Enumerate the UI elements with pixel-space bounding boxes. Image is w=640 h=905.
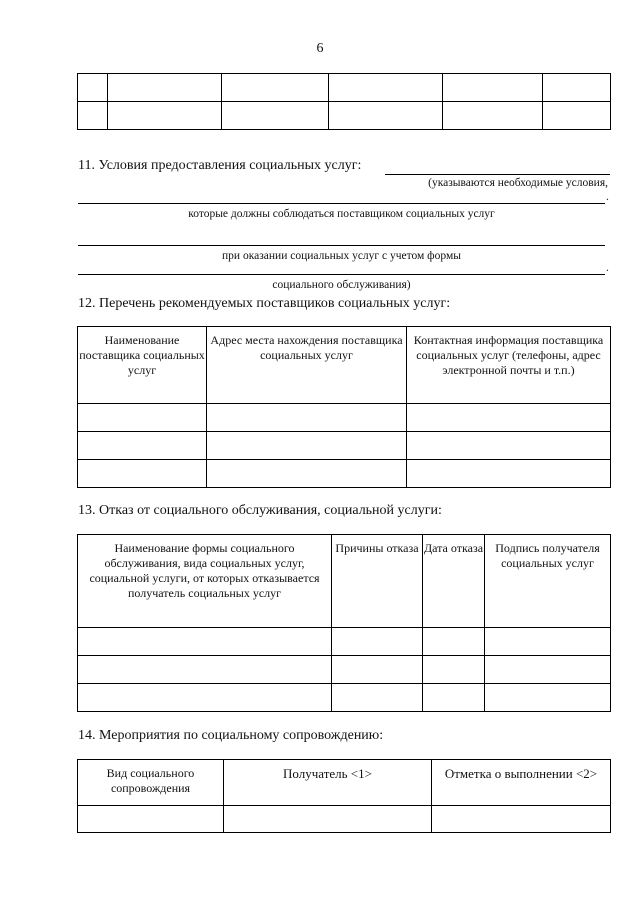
column-header: Вид социального сопровождения [78, 760, 224, 806]
table-cell [78, 74, 108, 102]
page-number: 6 [316, 41, 324, 56]
table-cell [78, 806, 224, 833]
table-cell [222, 74, 329, 102]
table-cell [332, 684, 423, 712]
table-cell [222, 102, 329, 130]
table-cell [329, 102, 443, 130]
table-cell [423, 628, 485, 656]
section-14-heading: 14. Мероприятия по социальному сопровождению: [78, 728, 384, 743]
column-header: Подпись получателя социальных услуг [485, 535, 611, 628]
table-cell [329, 74, 443, 102]
section-11-heading: 11. Условия предоставления социальных услуг: [78, 158, 362, 173]
support-table [77, 759, 611, 833]
column-header: Отметка о выполнении <2> [432, 760, 611, 806]
table-cell [443, 102, 543, 130]
providers-table [77, 326, 611, 488]
table-cell [432, 806, 611, 833]
table-cell [207, 460, 407, 488]
section-11-hint-1: (указываются необходимые условия, [428, 177, 608, 189]
column-header: Получатель <1> [224, 760, 432, 806]
table-cell [78, 404, 207, 432]
fill-line [78, 203, 605, 204]
table-cell [78, 656, 332, 684]
top-table [77, 73, 611, 130]
table-cell [78, 432, 207, 460]
column-header: Контактная информация поставщика социальных услуг (телефоны, адрес электронной почты и т.п.) [407, 327, 611, 404]
table-cell [423, 684, 485, 712]
table-cell [332, 656, 423, 684]
section-12-heading: 12. Перечень рекомендуемых поставщиков социальных услуг: [78, 296, 451, 311]
table-cell [543, 102, 611, 130]
section-11-hint-4: социального обслуживания) [272, 279, 411, 291]
table-cell [332, 628, 423, 656]
fill-line [78, 245, 605, 246]
table-cell [543, 74, 611, 102]
table-cell [108, 102, 222, 130]
section-11-dot: . [606, 262, 609, 274]
table-cell [407, 432, 611, 460]
table-cell [207, 404, 407, 432]
table-cell [78, 102, 108, 130]
table-cell [485, 628, 611, 656]
fill-line [78, 274, 605, 275]
section-11-dot: . [606, 191, 609, 203]
column-header: Адрес места нахождения поставщика социальных услуг [207, 327, 407, 404]
table-cell [78, 628, 332, 656]
column-header: Наименование поставщика социальных услуг [78, 327, 207, 404]
fill-line [385, 174, 610, 175]
column-header: Причины отказа [332, 535, 423, 628]
table-cell [407, 460, 611, 488]
table-cell [443, 74, 543, 102]
table-cell [78, 460, 207, 488]
table-cell [78, 684, 332, 712]
column-header: Наименование формы социального обслуживания, вида социальных услуг, социальной услуги, от которых отказывается получатель социальных услуг [78, 535, 332, 628]
table-cell [108, 74, 222, 102]
section-11-hint-2: которые должны соблюдаться поставщиком социальных услуг [188, 208, 495, 220]
column-header: Дата отказа [423, 535, 485, 628]
table-cell [485, 684, 611, 712]
table-cell [407, 404, 611, 432]
section-11-hint-3: при оказании социальных услуг с учетом формы [222, 250, 461, 262]
table-cell [224, 806, 432, 833]
table-cell [423, 656, 485, 684]
refusal-table [77, 534, 611, 712]
section-13-heading: 13. Отказ от социального обслуживания, социальной услуги: [78, 503, 442, 518]
table-cell [207, 432, 407, 460]
table-cell [485, 656, 611, 684]
